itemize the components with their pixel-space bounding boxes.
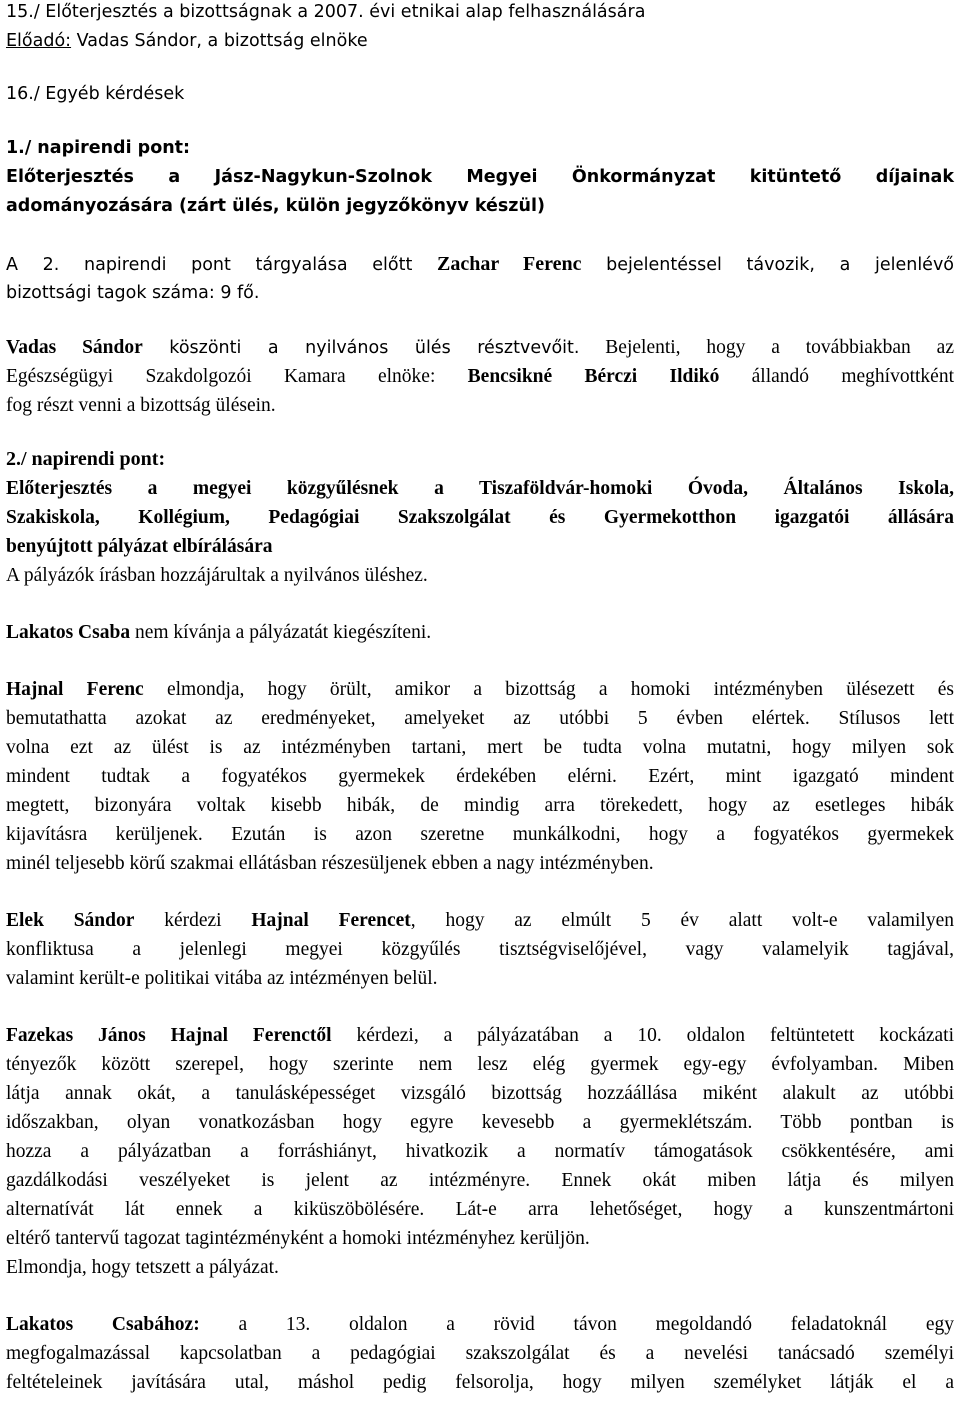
hajnal-line6: kijavításra kerüljenek. Ezután is azon szeretne munkálkodni, hogy a fogyatékos gyermekek bbox=[6, 824, 954, 845]
departure-note-line1 bbox=[6, 250, 954, 279]
departure-post: bejelentéssel távozik, a jelenlévő bbox=[581, 255, 955, 275]
agenda-item-16: 16./ Egyéb kérdések bbox=[6, 84, 185, 104]
point1-heading: 1./ napirendi pont: bbox=[6, 138, 191, 158]
agenda-item-15: 15./ Előterjesztés a bizottságnak a 2007. évi etnikai alap felhasználására bbox=[6, 2, 646, 22]
person-lakatos-csabahoz: Lakatos Csabához: bbox=[6, 1314, 200, 1335]
fazekas-line3: látja annak okát, a tanulásképességet vizsgáló bizottság hozzáállása miként alakult az utóbbi bbox=[6, 1083, 954, 1104]
hajnal-line3: volna ezt az ülést is az intézményben tartani, mert be tudta volna mutatni, hogy milyen sok bbox=[6, 737, 954, 758]
lakatos2-text-1: a 13. oldalon a rövid távon megoldandó feladatoknál egy bbox=[199, 1314, 955, 1335]
elek-text-1: , hogy az elmúlt 5 év alatt volt-e valamilyen bbox=[410, 910, 954, 931]
hajnal-text-1: elmondja, hogy örült, amikor a bizottság a homoki intézményben ülésezett és bbox=[143, 679, 954, 700]
person-lakatos-csaba: Lakatos Csaba bbox=[6, 622, 131, 643]
elek-line2: konfliktusa a jelenlegi megyei közgyűlés tisztségviselőjével, vagy valamelyik tagjával, bbox=[6, 939, 954, 960]
presenter-label: Előadó: bbox=[6, 31, 72, 51]
person-hajnal-ferencet: Hajnal Ferencet bbox=[251, 910, 411, 931]
point2-heading-text: 2./ napirendi pont: bbox=[6, 448, 166, 470]
point1-title-line1: Előterjesztés a Jász-Nagykun-Szolnok Megyei Önkormányzat kitüntető díjainak bbox=[6, 167, 954, 187]
lakatos-text: nem kívánja a pályázatát kiegészíteni. bbox=[130, 622, 432, 643]
presenter-line bbox=[6, 27, 954, 56]
elek-line3: valamint került-e politikai vitába az intézményen belül. bbox=[6, 968, 438, 989]
hajnal-line7: minél teljesebb körű szakmai ellátásban részesüljenek ebben a nagy intézményben. bbox=[6, 853, 654, 874]
elek-verb: kérdezi bbox=[134, 910, 252, 931]
welcome-line1 bbox=[6, 333, 954, 362]
fazekas-line7: alternatívát lát ennek a kiküszöbölésére. Lát-e arra lehetőséget, hogy a kunszentmártoni bbox=[6, 1199, 954, 1220]
lakatos2-line3: feltételeinek javítására utal, máshol pedig felsorolja, hogy milyen személyket látják el a bbox=[6, 1372, 954, 1393]
hajnal-line1 bbox=[6, 675, 954, 704]
fazekas-line1 bbox=[6, 1021, 954, 1050]
fazekas-text-1: kérdezi, a pályázatában a 10. oldalon feltüntetett kockázati bbox=[331, 1025, 954, 1046]
fazekas-line5: hozza a pályázatban a forráshiányt, hivatkozik a normatív támogatások csökkentésére, ami bbox=[6, 1141, 954, 1162]
lakatos2-line1 bbox=[6, 1310, 954, 1339]
hajnal-line2: bemutathatta azokat az eredményeket, amelyeket az utóbbi 5 évben elértek. Stílusos lett bbox=[6, 708, 954, 729]
hajnal-line5: megtett, bizonyára voltak kisebb hibák, de mindig arra törekedett, hogy az esetleges hibák bbox=[6, 795, 954, 816]
presenter-name: Vadas Sándor, a bizottság elnöke bbox=[71, 31, 368, 51]
departure-note-line2: bizottsági tagok száma: 9 fő. bbox=[6, 283, 260, 303]
announce-text: Bejelenti, hogy a továbbiakban az bbox=[579, 337, 954, 358]
point2-title-line3: benyújtott pályázat elbírálására bbox=[6, 536, 273, 557]
hajnal-line4: mindent tudtak a fogyatékos gyermekek érdekében elérni. Ezért, mint igazgató mindent bbox=[6, 766, 954, 787]
welcome-line2 bbox=[6, 362, 954, 391]
person-elek-sandor: Elek Sándor bbox=[6, 910, 135, 931]
point2-title-line1: Előterjesztés a megyei közgyűlésnek a Tiszaföldvár-homoki Óvoda, Általános Iskola, bbox=[6, 478, 954, 499]
document-page bbox=[6, 0, 954, 1397]
fazekas-line9: Elmondja, hogy tetszett a pályázat. bbox=[6, 1257, 279, 1278]
point1-title-line2: adományozására (zárt ülés, külön jegyzőkönyv készül) bbox=[6, 196, 545, 216]
person-bencsikne: Bencsikné Bérczi Ildikó bbox=[467, 366, 720, 387]
lakatos-line bbox=[6, 618, 954, 647]
welcome-line3: fog részt venni a bizottság ülésein. bbox=[6, 395, 276, 416]
departure-pre: A 2. napirendi pont tárgyalása előtt bbox=[6, 255, 438, 275]
elek-line1 bbox=[6, 906, 954, 935]
lakatos2-line2: megfogalmazással kapcsolatban a pedagógiai szakszolgálat és a nevelési tanácsadó személyi bbox=[6, 1343, 954, 1364]
person-hajnal-ferenc: Hajnal Ferenc bbox=[6, 679, 144, 700]
point2-title-line2: Szakiskola, Kollégium, Pedagógiai Szakszolgálat és Gyermekotthon igazgatói állására bbox=[6, 507, 954, 528]
invitee-text: állandó meghívottként bbox=[719, 366, 954, 387]
person-vadas-sandor: Vadas Sándor bbox=[6, 337, 143, 358]
welcome-text: köszönti a nyilvános ülés résztvevőit. bbox=[142, 338, 580, 358]
fazekas-line6: gazdálkodási veszélyeket is jelent az intézményre. Ennek okát miben látja és milyen bbox=[6, 1170, 954, 1191]
person-fazekas-janos: Fazekas János Hajnal Ferenctől bbox=[6, 1025, 332, 1046]
person-zachar-ferenc: Zachar Ferenc bbox=[437, 253, 582, 275]
consent-line: A pályázók írásban hozzájárultak a nyilvános üléshez. bbox=[6, 565, 428, 586]
fazekas-line2: tényezők között szerepel, hogy szerinte nem lesz elég gyermek egy-egy évfolyamban. Miben bbox=[6, 1054, 954, 1075]
point2-heading bbox=[6, 445, 954, 474]
fazekas-line4: időszakban, olyan vonatkozásban hogy egyre kevesebb a gyermeklétszám. Több pontban is bbox=[6, 1112, 954, 1133]
fazekas-line8: eltérő tantervű tagozat tagintézményként a homoki intézményhez kerüljön. bbox=[6, 1228, 590, 1249]
chamber-text: Egészségügyi Szakdolgozói Kamara elnöke: bbox=[6, 366, 468, 387]
